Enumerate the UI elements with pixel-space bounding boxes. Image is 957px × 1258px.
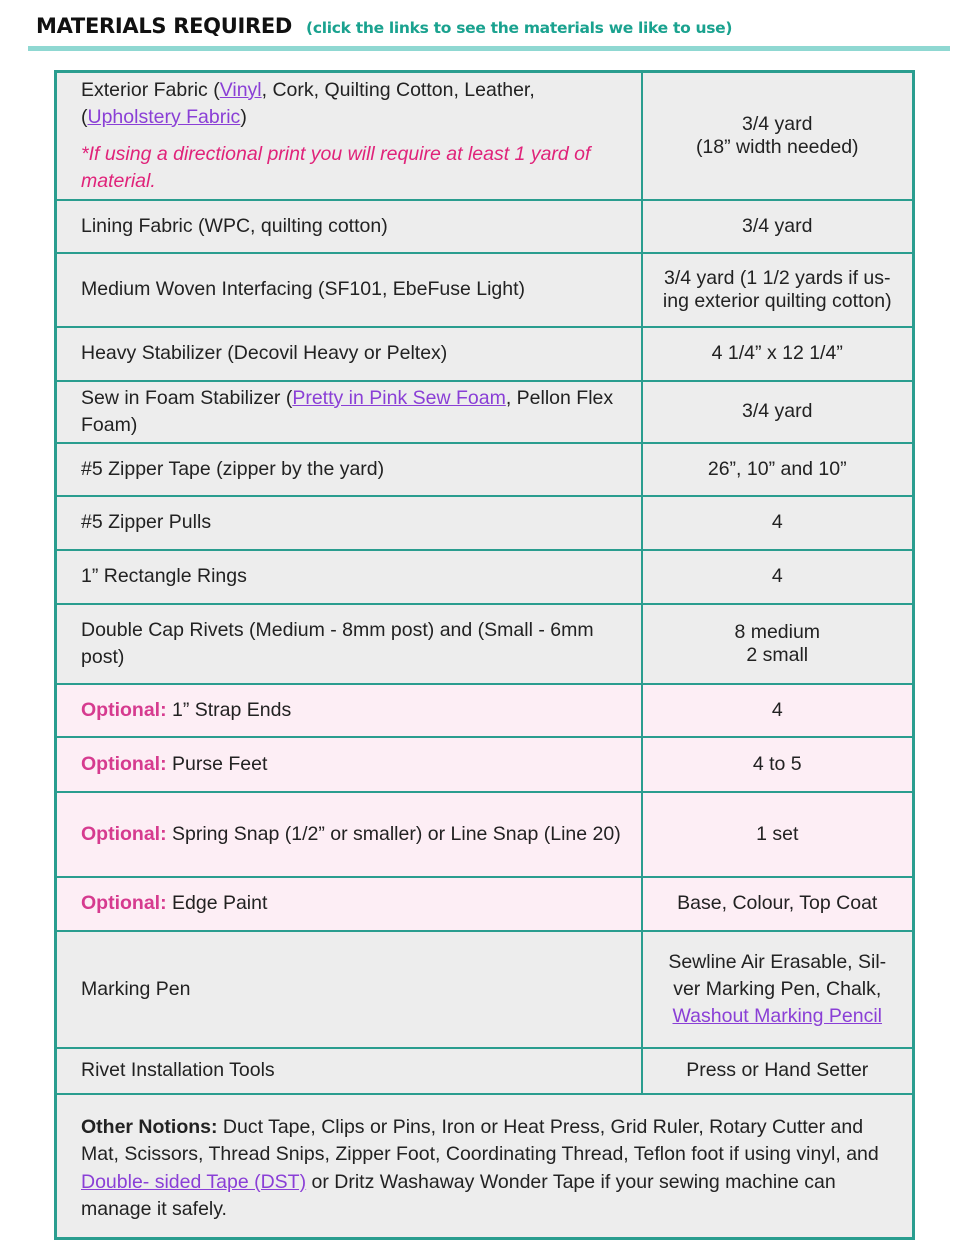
optional-label: Optional: [81,698,167,721]
qty-line: 3/4 yard (1 1/2 yards if us- [663,266,891,289]
page-header [36,14,732,46]
qty-cell: 4 [642,496,914,550]
header-divider [28,46,950,51]
item-cell: Optional: Spring Snap (1/2” or smaller) or Line Snap (Line 20) [56,792,642,877]
qty-line: (18” width needed) [695,135,859,158]
item-cell: Sew in Foam Stabilizer (Pretty in Pink Sew Foam, Pellon Flex Foam) [56,381,642,443]
item-cell: Lining Fabric (WPC, quilting cotton) [56,200,642,253]
optional-label: Optional: [81,892,167,914]
qty-cell: 3/4 yard [642,381,914,443]
other-notions-cell: Other Notions: Duct Tape, Clips or Pins, Iron or Heat Press, Grid Ruler, Rotary Cutter and Mat, Scissors, Thread Snips, Zipper Foot, Coordinating Thread, Teflon foot if using vinyl, and Double- sided Tape (DST) or Dritz Washaway Wonder Tape if your sewing machine can manage it safely. [56,1094,914,1239]
item-cell: Medium Woven Interfacing (SF101, EbeFuse Light) [56,253,642,327]
page-title: MATERIALS REQUIRED [36,14,293,38]
item-cell: Heavy Stabilizer (Decovil Heavy or Peltex) [56,327,642,381]
item-cell: #5 Zipper Pulls [56,496,642,550]
table-row [56,604,914,684]
qty-line: Sewline Air Erasable, Sil- [668,950,887,973]
table-row [56,200,914,253]
table-row [56,253,914,327]
item-cell: Rivet Installation Tools [56,1048,642,1094]
table-row-optional [56,877,914,931]
qty-cell: 4 [642,684,914,737]
directional-print-note: *If using a directional print you will require at least 1 yard of material. [81,142,591,192]
item-cell: Optional: Edge Paint [56,877,642,931]
table-row [56,1048,914,1094]
table-row-optional [56,684,914,737]
table-row [56,496,914,550]
qty-cell: 4 1/4” x 12 1/4” [642,327,914,381]
qty-cell: 1 set [642,792,914,877]
qty-cell: Press or Hand Setter [642,1048,914,1094]
table-row [56,327,914,381]
qty-line: ing exterior quilting cotton) [662,289,892,312]
table-row [56,931,914,1048]
qty-line: ver Marking Pen, Chalk, [673,977,882,1000]
qty-cell [642,72,914,200]
table-row-optional [56,792,914,877]
item-cell: Optional: Purse Feet [56,737,642,792]
item-cell: 1” Rectangle Rings [56,550,642,604]
item-cell: #5 Zipper Tape (zipper by the yard) [56,443,642,496]
qty-cell [642,931,914,1048]
washout-marking-pencil-link[interactable]: Washout Marking Pencil [672,1004,883,1027]
other-notions-label: Other Notions: [81,1115,218,1138]
item-cell: Double Cap Rivets (Medium - 8mm post) and (Small - 6mm post) [56,604,642,684]
upholstery-fabric-link[interactable]: Upholstery Fabric [87,105,241,128]
optional-label: Optional: [81,822,167,845]
qty-cell: 3/4 yard [642,200,914,253]
qty-cell: 4 to 5 [642,737,914,792]
qty-cell: 4 [642,550,914,604]
optional-label: Optional: [81,752,167,775]
page-subtitle: (click the links to see the materials we like to use) [306,19,733,37]
table-row [56,72,914,200]
qty-line: 8 medium [734,620,821,643]
qty-cell [642,604,914,684]
table-row [56,443,914,496]
table-row [56,550,914,604]
qty-line: 3/4 yard [742,112,813,135]
qty-cell [642,253,914,327]
qty-cell: Base, Colour, Top Coat [642,877,914,931]
qty-line: 2 small [746,643,809,666]
table-row-optional [56,737,914,792]
item-cell [56,72,642,200]
materials-table [54,70,915,1240]
table-row [56,381,914,443]
qty-cell: 26”, 10” and 10” [642,443,914,496]
table-row [56,1094,914,1239]
pretty-in-pink-sew-foam-link[interactable]: Pretty in Pink Sew Foam [292,386,506,409]
item-cell: Marking Pen [56,931,642,1048]
vinyl-link[interactable]: Vinyl [219,78,262,101]
item-text: Exterior Fabric (Vinyl, Cork, Quilting Cotton, Leather, (Upholstery Fabric) [81,78,535,128]
double-sided-tape-link[interactable]: Double- sided Tape (DST) [81,1170,307,1193]
item-cell: Optional: 1” Strap Ends [56,684,642,737]
